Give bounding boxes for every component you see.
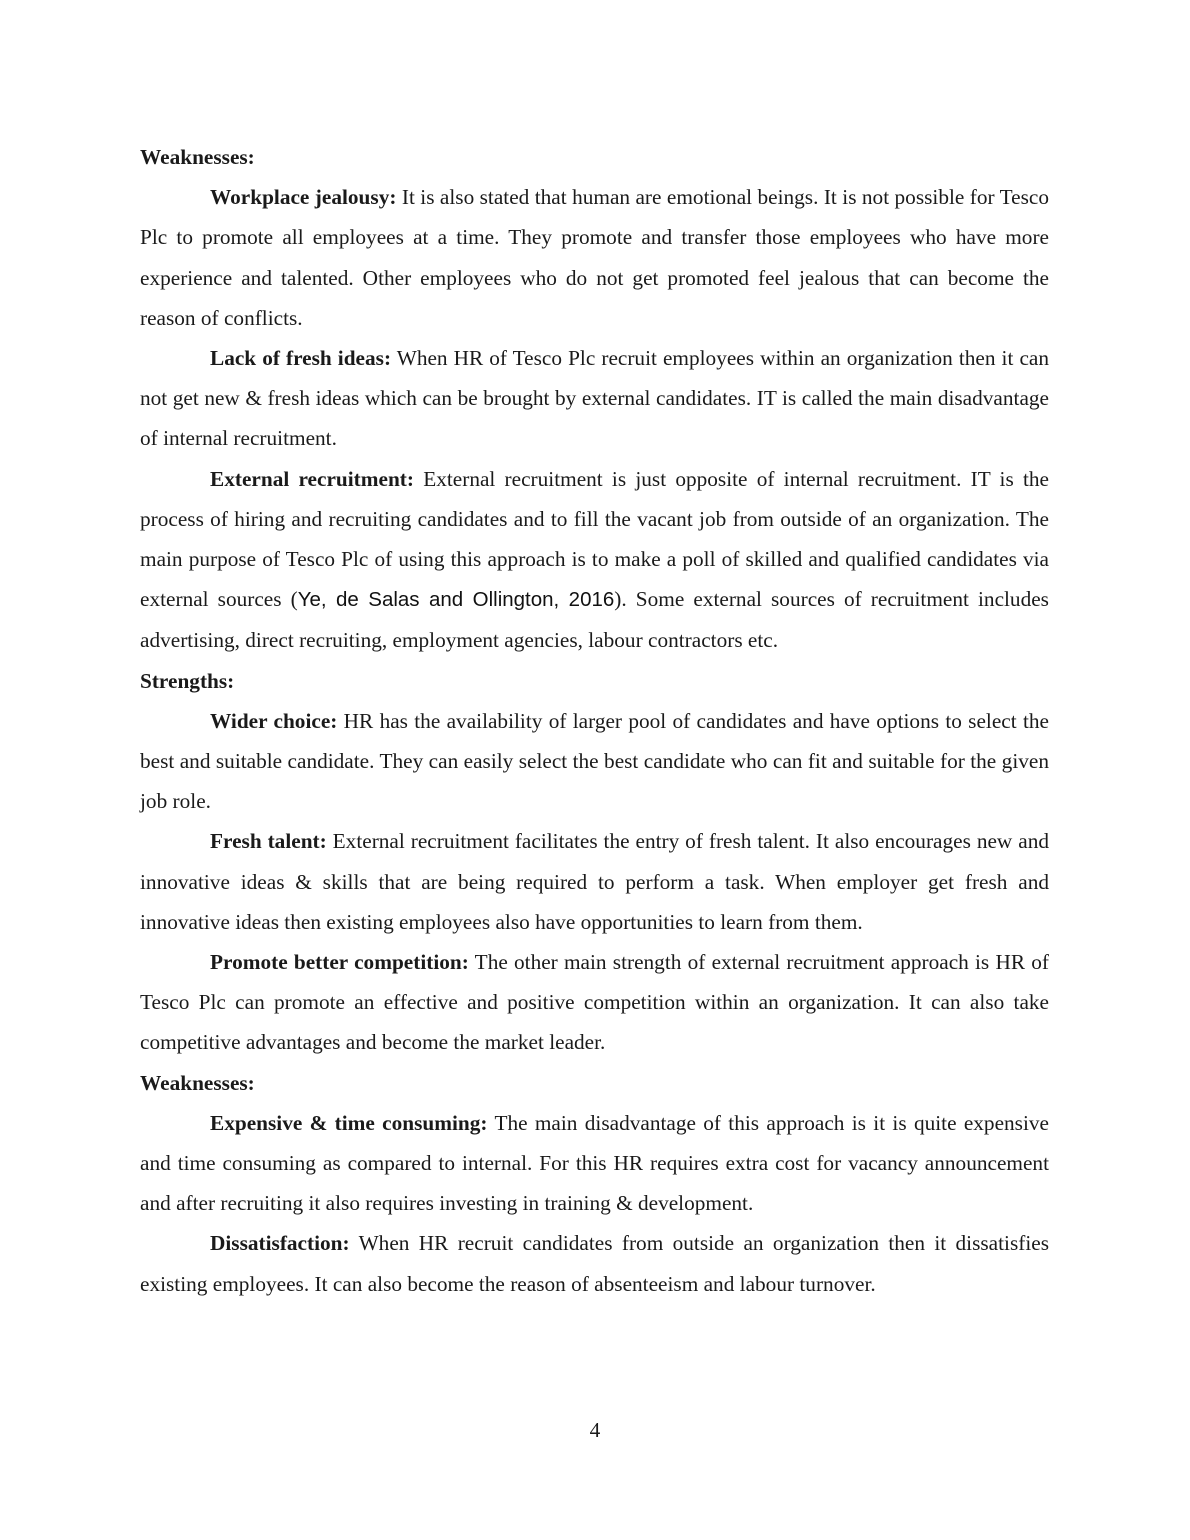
paragraph-text: It is also stated that human are emotional beings. It is not possible for Tesco Plc to promote all employees at a time. They promote and transfer those employees who have more experience and talented. Other employees who do not get promoted feel jealous that can become the reason of conflicts.	[140, 185, 1049, 330]
paragraph-fresh-talent	[140, 821, 1049, 942]
paragraph-wider-choice	[140, 701, 1049, 822]
paragraph-promote-better-competition	[140, 942, 1049, 1063]
paragraph-text: The other main strength of external recruitment approach is HR of Tesco Plc can promote an effective and positive competition within an organization. It can also take competitive advantages and become the market leader.	[140, 950, 1049, 1055]
paragraph-expensive-time-consuming	[140, 1103, 1049, 1224]
paragraph-text: The main disadvantage of this approach is it is quite expensive and time consuming as compared to internal. For this HR requires extra cost for vacancy announcement and after recruiting it also requires investing in training & development.	[140, 1110, 1049, 1216]
term-external-recruitment: External recruitment:	[210, 466, 414, 491]
term-promote-better-competition: Promote better competition:	[210, 950, 469, 975]
section-heading-weaknesses-external: Weaknesses:	[140, 1070, 255, 1095]
paragraph-external-recruitment	[140, 459, 1049, 661]
paragraph-text: External recruitment is just opposite of internal recruitment. IT is the process of hiring and recruiting candidates and to fill the vacant job from outside of an organization. The main purpose of Tesco Plc of using this approach is to make a poll of skilled and qualified candidates via external sources (	[140, 466, 1049, 612]
document-body	[140, 137, 1049, 1304]
term-dissatisfaction: Dissatisfaction:	[210, 1231, 350, 1256]
citation: Ye, de Salas and Ollington, 2016	[297, 588, 615, 612]
section-heading-weaknesses-internal: Weaknesses:	[140, 145, 255, 169]
paragraph-dissatisfaction	[140, 1223, 1049, 1303]
term-workplace-jealousy: Workplace jealousy:	[210, 185, 397, 210]
paragraph-text: When HR of Tesco Plc recruit employees within an organization then it can not get new & fresh ideas which can be brought by external candidates. IT is called the main disadvantage of internal recruitment.	[140, 346, 1050, 451]
term-expensive-time-consuming: Expensive & time consuming:	[210, 1110, 488, 1135]
paragraph-workplace-jealousy	[140, 177, 1049, 338]
paragraph-text: HR has the availability of larger pool of candidates and have options to select the best and suitable candidate. They can easily select the best candidate who can fit and suitable for the given job role.	[140, 708, 1049, 814]
paragraph-text: ). Some external sources of recruitment includes advertising, direct recruiting, employment agencies, labour contractors etc.	[140, 587, 1049, 653]
term-wider-choice: Wider choice:	[210, 708, 338, 733]
page-number: 4	[589, 1418, 601, 1442]
paragraph-text: When HR recruit candidates from outside an organization then it dissatisfies existing employees. It can also become the reason of absenteeism and labour turnover.	[140, 1231, 1049, 1296]
term-lack-of-fresh-ideas: Lack of fresh ideas:	[210, 346, 392, 371]
term-fresh-talent: Fresh talent:	[210, 829, 327, 854]
paragraph-lack-of-fresh-ideas	[140, 338, 1049, 459]
section-heading-strengths: Strengths:	[140, 668, 235, 693]
paragraph-text: External recruitment facilitates the entry of fresh talent. It also encourages new and innovative ideas & skills that are being required to perform a task. When employer get fresh and innovative ideas then existing employees also have opportunities to learn from them.	[140, 829, 1049, 934]
